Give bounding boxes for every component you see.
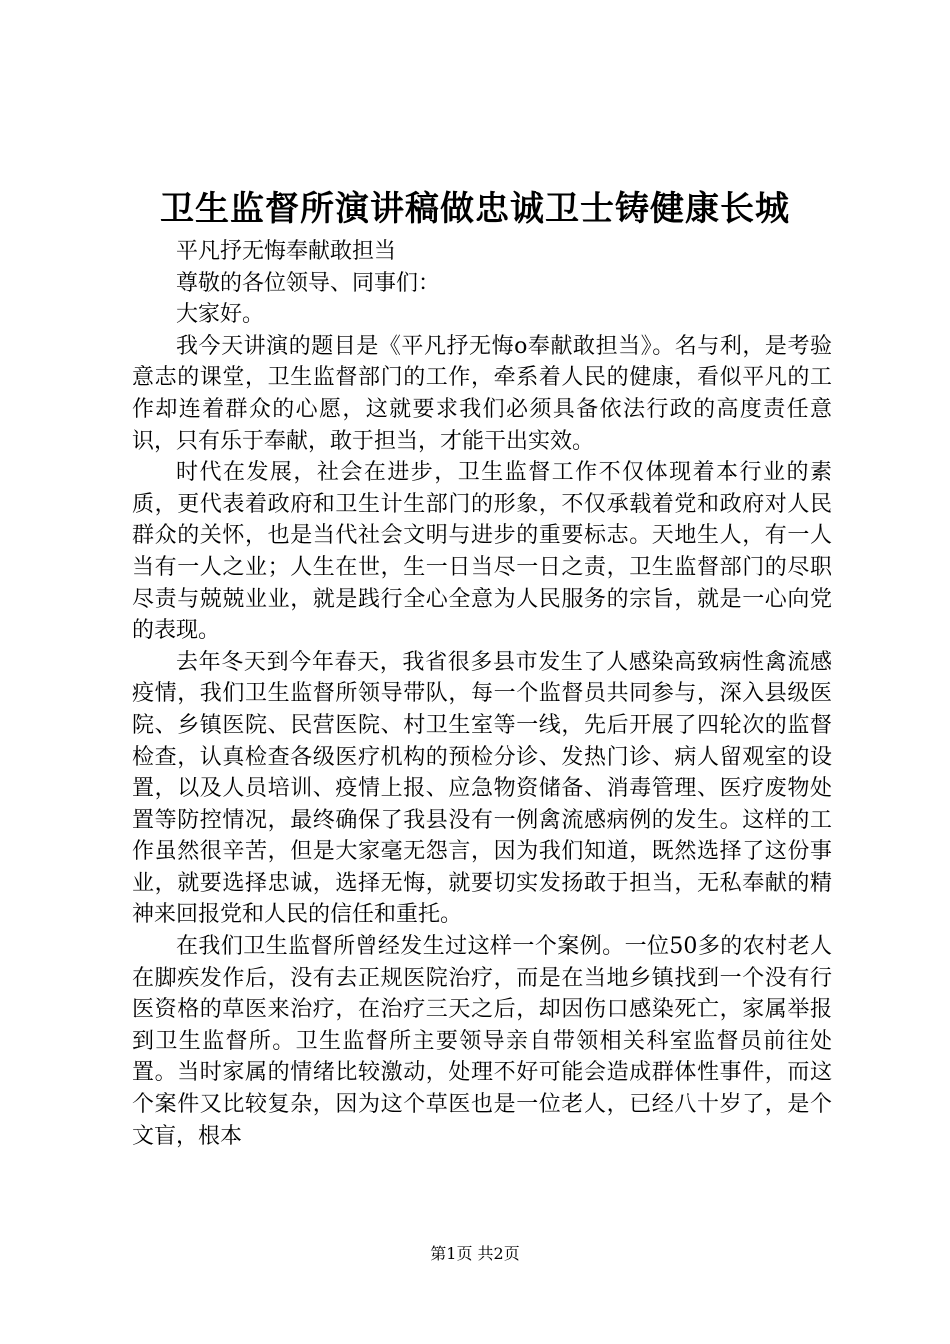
document-body (132, 236, 832, 1152)
page-number-footer: 第1页 共2页 (430, 1244, 520, 1263)
salutation-line: 尊敬的各位领导、同事们： (176, 270, 441, 296)
paragraph: 我今天讲演的题目是《平凡抒无悔o奉献敢担当》。名与利，是考验意志的课堂，卫生监督部门的工作，牵系着人民的健康，看似平凡的工作却连着群众的心愿，这就要求我们必须具备依法行政的高度责任意识，只有乐于奉献，敢于担当，才能干出实效。 (132, 333, 832, 454)
paragraph: 在我们卫生监督所曾经发生过这样一个案例。一位50多的农村老人在脚疾发作后，没有去正规医院治疗，而是在当地乡镇找到一个没有行医资格的草医来治疗，在治疗三天之后，却因伤口感染死亡，家属举报到卫生监督所。卫生监督所主要领导亲自带领相关科室监督员前往处置。当时家属的情绪比较激动，处理不好可能会造成群体性事件，而这个案件又比较复杂，因为这个草医也是一位老人，已经八十岁了，是个文盲，根本 (132, 934, 832, 1149)
greeting-line: 大家好。 (176, 302, 265, 328)
document-title: 卫生监督所演讲稿做忠诚卫士铸健康长城 (160, 189, 790, 229)
paragraph: 去年冬天到今年春天，我省很多县市发生了人感染高致病性禽流感疫情，我们卫生监督所领导带队，每一个监督员共同参与，深入县级医院、乡镇医院、民营医院、村卫生室等一线，先后开展了四轮次的监督检查，认真检查各级医疗机构的预检分诊、发热门诊、病人留观室的设置，以及人员培训、疫情上报、应急物资储备、消毒管理、医疗废物处置等防控情况，最终确保了我县没有一例禽流感病例的发生。这样的工作虽然很辛苦，但是大家毫无怨言，因为我们知道，既然选择了这份事业，就要选择忠诚，选择无悔，就要切实发扬敢于担当，无私奉献的精神来回报党和人民的信任和重托。 (132, 649, 832, 928)
paragraph: 时代在发展，社会在进步，卫生监督工作不仅体现着本行业的素质，更代表着政府和卫生计生部门的形象，不仅承载着党和政府对人民群众的关怀，也是当代社会文明与进步的重要标志。天地生人，有一人当有一人之业；人生在世，生一日当尽一日之责，卫生监督部门的尽职尽责与兢兢业业，就是践行全心全意为人民服务的宗旨，就是一心向党的表现。 (132, 460, 832, 644)
subtitle-line: 平凡抒无悔奉献敢担当 (176, 239, 397, 264)
